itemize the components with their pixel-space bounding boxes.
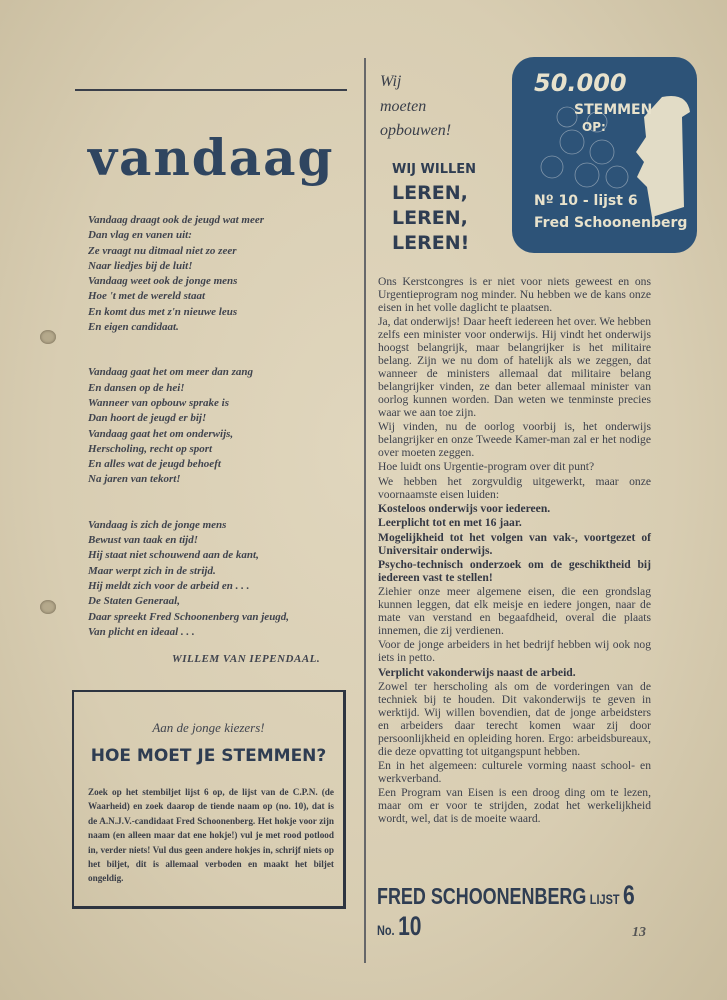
footer-slogan	[377, 880, 650, 942]
poem-line: Van plicht en ideaal . . .	[88, 625, 195, 638]
paragraph: Wij vinden, nu de oorlog voorbij is, het onderwijs belangrijker en onze Tweede Kamer-man zal er het nodige over moeten zeggen.	[378, 419, 651, 459]
demand-item: Mogelijkheid tot het volgen van vak-, voortgezet of Universitair onderwijs.	[378, 530, 651, 557]
slogan-line: LEREN!	[392, 232, 470, 254]
column-divider	[364, 58, 366, 963]
poem-author: WILLEM VAN IEPENDAAL.	[172, 653, 321, 665]
poem-line: En dansen op de hei!	[88, 381, 185, 394]
poem	[88, 213, 358, 670]
poem-line: Hij meldt zich voor de arbeid en . . .	[88, 579, 250, 592]
poem-line: Bewust van taak en tijd!	[88, 534, 199, 547]
footer-lijst: LIJST	[589, 891, 620, 907]
box-text: Zoek op het stembiljet lijst 6 op, de lijst van de C.P.N. (de Waarheid) en zoek daarop de tiende naam op (no. 10), dat is de A.N.J.V.-candidaat Fred Schoonenberg. Het hokje voor zijn naam (en alleen maar dat ene hokje!) vul je met rood potlood in, verder niets! Vul dus geen andere hokjes in, schrijf niets op het biljet, dit is allemaal verboden en maakt het biljet ongeldig.	[88, 787, 334, 884]
poem-line: Dan vlag en vanen uit:	[88, 229, 192, 242]
intro-line: opbouwen!	[380, 122, 452, 139]
demand-item: Leerplicht tot en met 16 jaar.	[378, 516, 522, 530]
voting-instructions-box	[72, 690, 346, 909]
intro-heading	[380, 70, 451, 144]
poem-line: Hij staat niet schouwend aan de kant,	[88, 549, 259, 562]
stanza	[88, 213, 358, 335]
poem-line: Vandaag gaat het om onderwijs,	[88, 427, 234, 440]
intro-line: moeten	[380, 97, 427, 115]
stanza	[88, 365, 358, 487]
poster-number: 50.000	[534, 69, 627, 97]
poem-line: En eigen candidaat.	[88, 321, 179, 334]
poem-title: vandaag	[88, 128, 335, 187]
poem-line: En alles wat de jeugd behoeft	[88, 458, 221, 471]
slogan-line: LEREN,	[392, 207, 468, 229]
paragraph: Ziehier onze meer algemene eisen, die een grondslag kunnen leggen, dat elk meisje en iedere jongen, naar de mate van verstand en begaafdheid, overal die plaats innemen, die zij verdienen.	[378, 585, 651, 638]
intro-line: Wij	[380, 73, 402, 90]
paragraph: Ons Kerstcongres is er niet voor niets geweest en ons Urgentieprogram nog minder. Nu hebben we de kans onze eisen in het volle daglicht te plaatsen.	[378, 275, 651, 314]
poem-line: Naar liedjes bij de luit!	[88, 259, 193, 272]
paragraph: Zowel ter herscholing als om de vorderingen van de techniek bij te houden. Dit vakonderwijs te geven in werktijd. Wij willen bovendien, dat de jonge arbeidsters en arbeiders daar terecht komen waar zij door persoonlijkheid en opleiding horen. Ergo: arbeidsbureaux, die deze opvatting tot uitgangspunt hebben.	[378, 680, 651, 758]
poem-line: Daar spreekt Fred Schoonenberg van jeugd,	[88, 610, 290, 623]
slogan-lead: WIJ WILLEN	[392, 162, 477, 177]
punch-hole	[40, 330, 56, 344]
slogan-line: LEREN,	[392, 182, 468, 204]
poem-line: Vandaag is zich de jonge mens	[88, 518, 227, 531]
stanza	[88, 518, 358, 640]
demand-item: Verplicht vakonderwijs naast de arbeid.	[378, 665, 576, 679]
page-number: 13	[632, 925, 646, 940]
poem-line: Hoe 't met de wereld staat	[88, 290, 206, 303]
poem-line: Maar werpt zich in de strijd.	[88, 564, 216, 577]
demand-item: Psycho-technisch onderzoek om de geschiktheid bij iedereen vast te stellen!	[378, 558, 651, 584]
footer-list-number: 6	[623, 880, 635, 910]
poem-line: Vandaag weet ook de jonge mens	[88, 275, 238, 288]
poem-line: Na jaren van tekort!	[88, 473, 181, 486]
box-heading: HOE MOET JE STEMMEN?	[90, 746, 327, 766]
poem-line: Dan hoort de jeugd er bij!	[88, 412, 207, 425]
poem-line: De Staten Generaal,	[88, 595, 180, 608]
paragraph: Ja, dat onderwijs! Daar heeft iedereen het over. We hebben zelfs een minister voor onderwijs. Hij vindt het onderwijs hoogst belangrijk, maar belangrijker is het militaire belang. Zijn we nu dom of hatelijk als we zeggen, dat wanneer de ministers allemaal dat militaire belang belangrijker vinden, ze dan beter allemaal minister van oorlog kunnen worden. Dan weten we tenminste precies waar we aan toe zijn.	[378, 315, 651, 419]
paragraph: Een Program van Eisen is een droog ding om te lezen, maar om er voor te strijden, zodat het werkelijkheid wordt, wel, dat is de moeite waard.	[378, 786, 651, 826]
poster-list: Nº 10 - lijst 6	[534, 193, 638, 209]
poem-line: Vandaag draagt ook de jeugd wat meer	[88, 214, 265, 226]
footer-no: No.	[377, 922, 395, 938]
poem-line: Vandaag gaat het om meer dan zang	[88, 366, 254, 379]
poster-votes: STEMMEN	[574, 102, 653, 118]
paragraph: We hebben het zorgvuldig uitgewerkt, maar onze voornaamste eisen luiden:	[378, 474, 651, 501]
poem-line: Ze vraagt nu ditmaal niet zo zeer	[88, 244, 237, 257]
top-rule	[75, 89, 347, 91]
slogan	[392, 162, 476, 256]
footer-name: FRED SCHOONENBERG	[377, 883, 587, 909]
poem-line: Herscholing, recht op sport	[88, 442, 213, 455]
campaign-poster	[512, 57, 697, 253]
box-subtitle: Aan de jonge kiezers!	[152, 720, 265, 735]
footer-candidate-number: 10	[398, 911, 422, 941]
poster-name: Fred Schoonenberg	[534, 215, 688, 231]
poem-line: En komt dus met z'n nieuwe leus	[88, 305, 238, 318]
demand-item: Kosteloos onderwijs voor iedereen.	[378, 501, 551, 515]
paragraph: Hoe luidt ons Urgentie-program over dit punt?	[378, 460, 595, 474]
article-body	[378, 276, 651, 828]
poster-op: OP:	[582, 120, 606, 134]
punch-hole	[40, 600, 56, 614]
paragraph: Voor de jonge arbeiders in het bedrijf hebben wij ook nog iets in petto.	[378, 638, 651, 665]
poem-line: Wanneer van opbouw sprake is	[88, 396, 229, 409]
paragraph: En in het algemeen: culturele vorming naast school- en werkverband.	[378, 759, 651, 786]
